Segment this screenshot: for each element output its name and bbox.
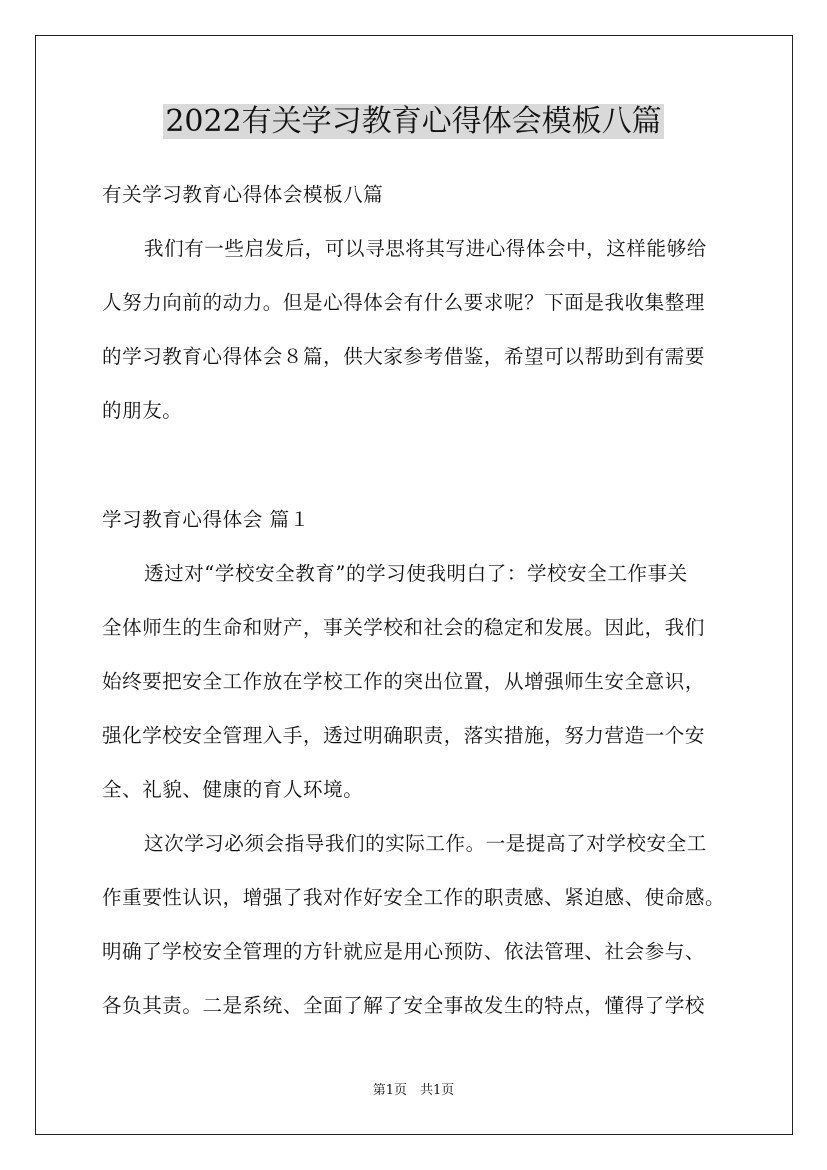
paragraph2-line-1: 这次学习必须会指导我们的实际工作。一是提高了对学校安全工 <box>144 832 707 855</box>
paragraph2-line-4: 各负其责。二是系统、全面了解了安全事故发生的特点，懂得了学校 <box>102 994 706 1017</box>
paragraph1-line-5: 全、礼貌、健康的育人环境。 <box>102 778 364 801</box>
paragraph1-line-1: 透过对“学校安全教育”的学习使我明白了：学校安全工作事关 <box>144 562 688 585</box>
paragraph2-line-3: 明确了学校安全管理的方针就应是用心预防、依法管理、社会参与、 <box>102 940 706 963</box>
page-number: 第1页 共1页 <box>372 1083 455 1098</box>
paragraph1-line-3: 始终要把安全工作放在学校工作的突出位置，从增强师生安全意识， <box>102 670 706 693</box>
paragraph2-line-2: 作重要性认识，增强了我对作好安全工作的职责感、紧迫感、使命感。 <box>102 886 726 909</box>
intro-line-3: 的学习教育心得体会８篇，供大家参考借鉴，希望可以帮助到有需要 <box>102 345 706 368</box>
intro-line-2: 人努力向前的动力。但是心得体会有什么要求呢？下面是我收集整理 <box>102 291 706 314</box>
intro-line-4: 的朋友。 <box>102 399 183 422</box>
section-heading: 学习教育心得体会 篇１ <box>102 508 310 531</box>
paragraph1-line-4: 强化学校安全管理入手，透过明确职责，落实措施，努力营造一个安 <box>102 724 706 747</box>
document-subtitle: 有关学习教育心得体会模板八篇 <box>102 183 384 206</box>
document-title: 2022有关学习教育心得体会模板八篇 <box>165 104 662 139</box>
intro-line-1: 我们有一些启发后，可以寻思将其写进心得体会中，这样能够给 <box>144 237 707 260</box>
paragraph1-line-2: 全体师生的生命和财产，事关学校和社会的稳定和发展。因此，我们 <box>102 616 706 639</box>
